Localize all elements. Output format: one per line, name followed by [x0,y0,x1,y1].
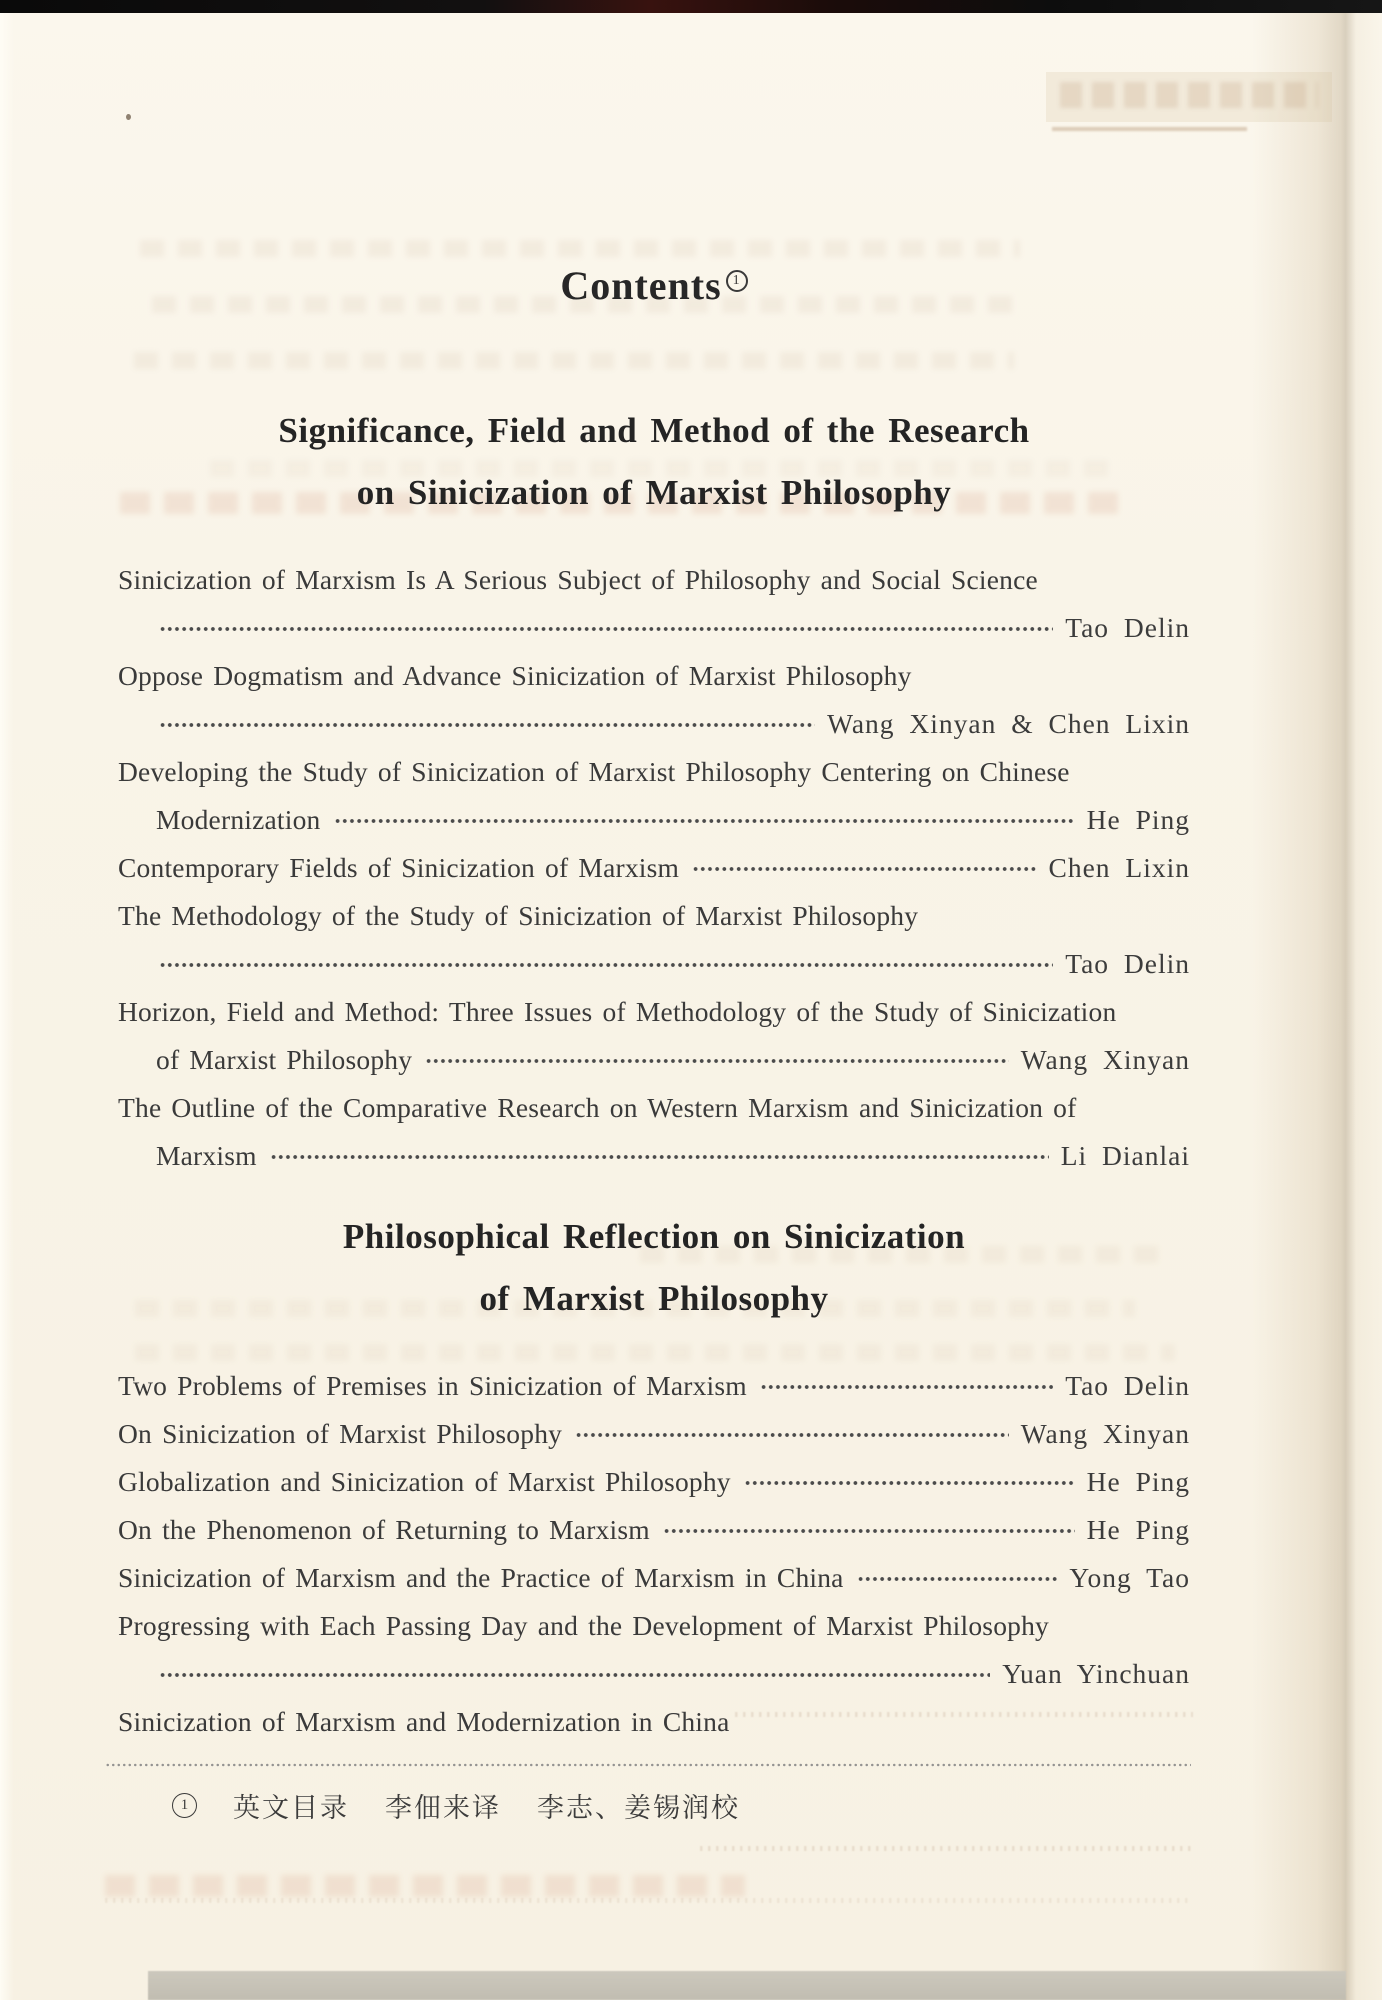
dot-leader [424,1053,1009,1069]
section-heading [118,1206,1190,1330]
toc-entry-line [118,1506,1190,1554]
entry-title-text: Globalization and Sinicization of Marxist Philosophy [118,1466,731,1497]
toc-entry-line [118,1458,1190,1506]
section-heading [118,400,1190,524]
entry-title-text: Sinicization of Marxism and the Practice of Marxism in China [118,1562,844,1593]
dot-leader [574,1427,1009,1443]
toc-entry-line [118,796,1190,844]
entry-title-text: Progressing with Each Passing Day and the Development of Marxist Philosophy [118,1610,1050,1641]
entry-author: Yuan Yinchuan [1002,1658,1190,1689]
toc-entry [118,1458,1190,1506]
bleed-through-dots [105,1898,1193,1903]
toc-entry-line [118,940,1190,988]
dot-leader [158,621,1053,637]
toc-entry-line [118,1084,1190,1132]
toc-entry-line [118,844,1190,892]
entry-title-text: Developing the Study of Sinicization of Marxist Philosophy Centering on Chinese [118,756,1070,787]
dot-leader [333,813,1075,829]
entry-author: Wang Xinyan & Chen Lixin [827,708,1190,739]
toc-entry [118,1698,1190,1746]
toc-entry-list [118,556,1190,1180]
toc-entry [118,748,1190,844]
page-title [118,262,1190,309]
entry-title-text: Two Problems of Premises in Sinicization of Marxism [118,1370,747,1401]
toc-entry-line [118,1650,1190,1698]
page-right-edge-shadow [1252,13,1382,2000]
bleed-through-dots [700,1846,1192,1851]
dot-leader [743,1475,1075,1491]
dot-leader [269,1149,1049,1165]
toc-section [118,400,1190,1180]
bleed-through-text [140,240,1020,257]
footnote-separator-rule [105,1763,1191,1767]
dot-leader [158,717,815,733]
toc-entry-line [118,556,1190,604]
toc-entry [118,1602,1190,1698]
entry-author: Yong Tao [1069,1562,1190,1593]
footnote-translator: 李佃来译 [385,1793,501,1823]
toc-entry-list [118,1362,1190,1746]
toc-entry-line [118,892,1190,940]
toc-entry-line [118,700,1190,748]
entry-author: He Ping [1086,804,1190,835]
toc-entry [118,1084,1190,1180]
toc-entry-line [118,748,1190,796]
section-heading-line: on Sinicization of Marxist Philosophy [356,473,952,512]
toc-entry-line [118,988,1190,1036]
section-heading-line: Philosophical Reflection on Sinicization [342,1217,966,1256]
bleed-through-text [134,352,1014,369]
toc-entry [118,1554,1190,1602]
toc-entry-line [118,652,1190,700]
entry-author: Chen Lixin [1048,852,1190,883]
toc-section [118,1206,1190,1746]
section-heading-line: Significance, Field and Method of the Research [278,411,1030,450]
scan-bottom-edge [148,1971,1346,2000]
entry-author: Wang Xinyan [1020,1418,1190,1449]
bleed-through-header-box [1046,72,1332,122]
entry-title-text: The Methodology of the Study of Sinicization of Marxist Philosophy [118,900,919,931]
toc-entry [118,1410,1190,1458]
toc-entry-line [118,1410,1190,1458]
entry-title-text: Oppose Dogmatism and Advance Sinicization of Marxist Philosophy [118,660,912,691]
footnote [172,1786,740,1825]
dot-leader [856,1571,1058,1587]
entry-author: Tao Delin [1065,948,1190,979]
footnote-ref-mark: 1 [726,270,748,292]
entry-title-text: of Marxist Philosophy [156,1044,413,1075]
entry-author: He Ping [1086,1514,1190,1545]
toc-entry-line [118,1554,1190,1602]
entry-author: Wang Xinyan [1020,1044,1190,1075]
dot-leader [691,861,1036,877]
entry-title-text: Sinicization of Marxism and Modernization in China [118,1706,730,1737]
entry-title-text: The Outline of the Comparative Research on Western Marxism and Sinicization of [118,1092,1077,1123]
dot-leader [662,1523,1075,1539]
toc-entry [118,556,1190,652]
toc-entry-line [118,1132,1190,1180]
footnote-mark: 1 [172,1793,197,1818]
entry-title-text: On Sinicization of Marxist Philosophy [118,1418,563,1449]
toc-entry-line [118,1602,1190,1650]
entry-author: Tao Delin [1065,1370,1190,1401]
toc-entry [118,988,1190,1084]
footnote-text: 英文目录 [233,1793,349,1823]
entry-title-text: Contemporary Fields of Sinicization of Marxism [118,852,680,883]
page-left-edge [0,13,14,2000]
entry-title-text: On the Phenomenon of Returning to Marxism [118,1514,650,1545]
toc-entry-line [118,1698,1190,1746]
footnote-proofreaders: 李志、姜锡润校 [537,1793,740,1823]
entry-title-text: Horizon, Field and Method: Three Issues of Methodology of the Study of Sinicization [118,996,1117,1027]
section-heading-line: of Marxist Philosophy [479,1279,829,1318]
entry-title-text: Sinicization of Marxism Is A Serious Subject of Philosophy and Social Science [118,564,1038,595]
page-title-text: Contents [560,263,722,308]
dot-leader [158,1667,990,1683]
entry-title-text: Modernization [156,804,321,835]
entry-author: He Ping [1086,1466,1190,1497]
toc-entry [118,844,1190,892]
scan-top-edge [0,0,1382,13]
toc-entry [118,1362,1190,1410]
entry-author: Tao Delin [1065,612,1190,643]
entry-title-text: Marxism [156,1140,257,1171]
ink-speck [126,114,131,120]
dot-leader [158,957,1053,973]
entry-author: Li Dianlai [1060,1140,1190,1171]
toc-entry-line [118,1036,1190,1084]
toc-entry [118,1506,1190,1554]
toc-entry [118,892,1190,988]
bleed-through-text [105,1875,745,1897]
toc-entry-line [118,1362,1190,1410]
toc-entry-line [118,604,1190,652]
toc-entry [118,652,1190,748]
dot-leader [759,1379,1053,1395]
